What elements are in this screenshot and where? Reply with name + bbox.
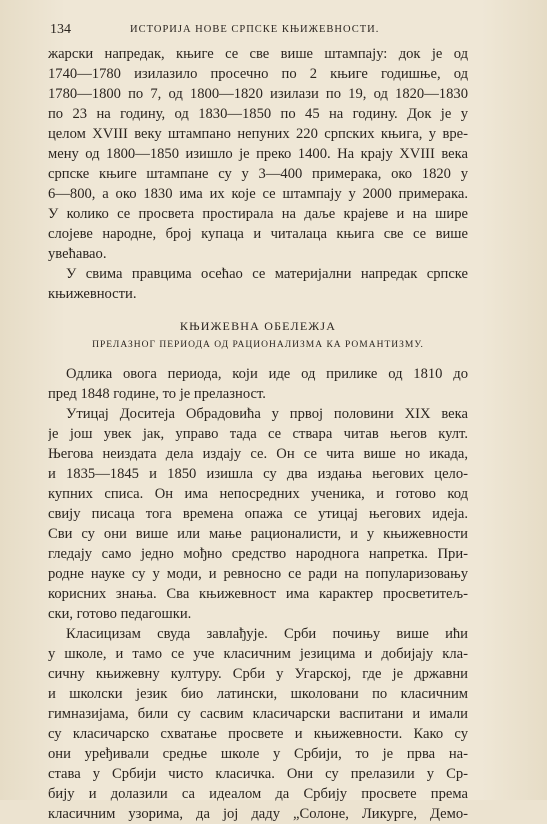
paragraph-2 [48, 264, 468, 304]
text-line: Класицизам свуда завлађује. Срби почињу више ићи [66, 626, 468, 642]
text-line: сичну књижевну културу. Срби у Угарској, где је државни [48, 666, 468, 682]
text-line: увећавао. [48, 246, 107, 262]
paragraph-3 [48, 364, 468, 404]
text-line: 1740—1780 изилазило просечно по 2 књиге годишње, од [48, 66, 468, 82]
section-heading: КЊИЖЕВНА ОБЕЛЕЖЈА [179, 319, 337, 333]
text-line: купних списа. Он има непосредних ученика, и готово код [48, 486, 468, 502]
running-head: ИСТОРИЈА НОВЕ СРПСКЕ КЊИЖЕВНОСТИ. [130, 24, 380, 35]
text-line: бију и долазили са идеалом да Србију просвете према [48, 786, 468, 802]
text-line: и 1835—1845 и 1850 изишла су два издања његових цело- [48, 466, 468, 482]
text-line: књижевности. [48, 286, 137, 302]
text-line: свију писаца тога времена опажа се утицај његових идеја. [48, 506, 468, 522]
text-line: српске књиге штампане су у 3—400 примерака, око 1820 у [48, 166, 468, 182]
text-line: гимназијама, били су сасвим класичарски васпитани и имали [48, 706, 468, 722]
paragraph-1 [48, 44, 468, 264]
text-line: жарски напредак, књиге се све више штампају: док је од [48, 46, 468, 62]
page-header [50, 22, 470, 42]
section-subheading: ПРЕЛАЗНОГ ПЕРИОДА ОД РАЦИОНАЛИЗМА КА РОМАНТИЗМУ. [92, 340, 424, 350]
paragraph-4 [48, 404, 468, 624]
text-line: и школски језик био латински, школовани по класичним [48, 686, 468, 702]
text-line: родне науке су у моди, и ревносно се ради на популаризовању [48, 566, 468, 582]
text-line: они уређивали средње школе у Србији, то је прва на- [48, 746, 468, 762]
text-line: пред 1848 године, то је прелазност. [48, 386, 266, 402]
text-line: У свима правцима осећао се материјални напредак српске [66, 266, 468, 282]
text-line: 6—800, а око 1830 има их које се штампају у 2000 примерака. [48, 186, 468, 202]
text-line: целом XVIII веку штампано непуних 220 српских књига, у вре- [48, 126, 468, 142]
text-line: слојеве народне, број купаца и читалаца књига све се више [48, 226, 468, 242]
text-line: ски, готово педагошки. [48, 606, 192, 622]
text-line: по 23 на годину, од 1830—1850 по 45 на годину. Док је у [48, 106, 468, 122]
text-line: мену од 1800—1850 изишло је преко 1400. На крају XVIII века [48, 146, 468, 162]
text-line: Одлика овога периода, који иде од прилике од 1810 до [66, 366, 468, 382]
text-line: Његова неиздата дела издају се. Он се чита више но икада, [48, 446, 468, 462]
text-line: Сви су они више или мање рационалисти, и у књижевности [48, 526, 468, 542]
page-number: 134 [50, 22, 71, 37]
text-line: у школе, и тамо се уче класичним језицима и добијају кла- [48, 646, 468, 662]
text-line: корисних знања. Сва књижевност има карактер просветитељ- [48, 586, 468, 602]
text-line: Утицај Доситеја Обрадовића у првој половини XIX века [66, 406, 468, 422]
text-line: класичним узорима, да јој даду „Солоне, Ликурге, Демо- [48, 806, 468, 822]
text-line: У колико се просвета простирала на даље крајеве и на шире [48, 206, 468, 222]
body-text [48, 44, 468, 824]
text-line: је још увек јак, управо тада се ствара читав његов култ. [48, 426, 468, 442]
text-line: су класичарско схватање просвете и књижевности. Како су [48, 726, 468, 742]
text-line: става у Србији чисто класичка. Они су прелазили у Ср- [48, 766, 468, 782]
text-line: гледају само једно мођно средство народнога напретка. При- [48, 546, 468, 562]
text-line: 1780—1800 по 7, од 1800—1820 изилази по 19, од 1820—1830 [48, 86, 468, 102]
paragraph-5 [48, 624, 468, 824]
